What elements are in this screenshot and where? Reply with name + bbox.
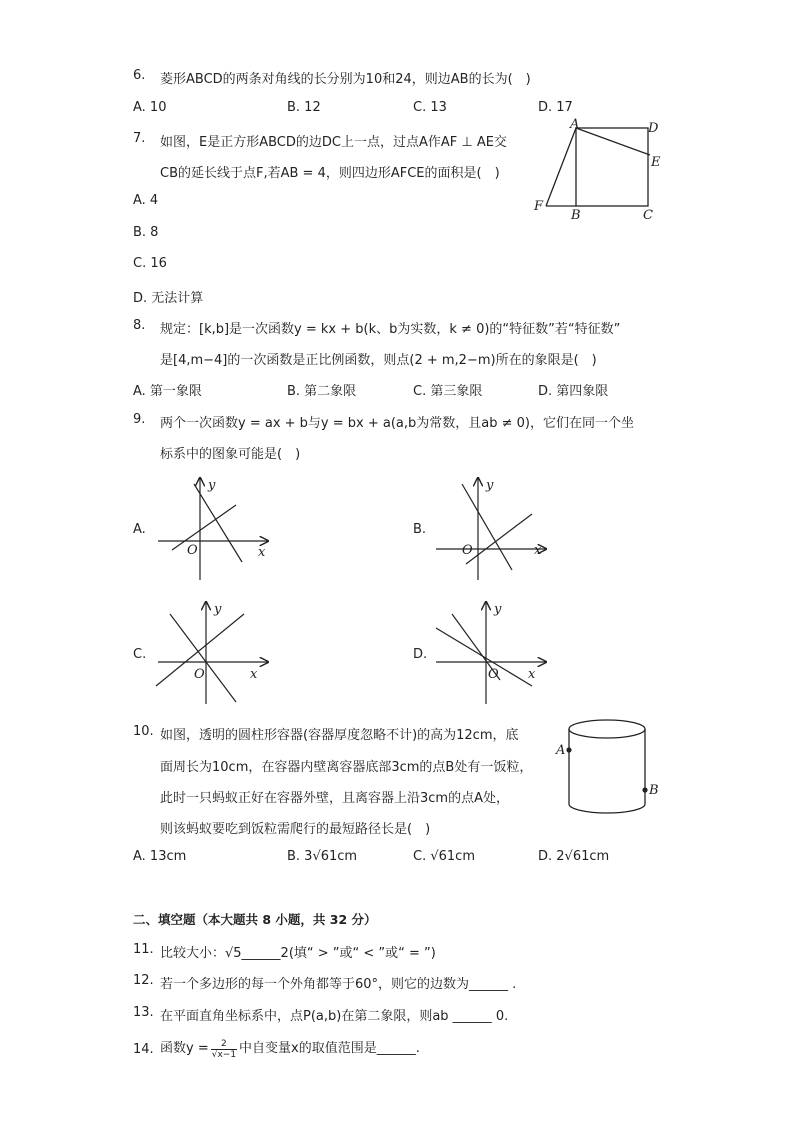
q11-text: 比较大小：√5______2(填“ > ”或“ < ”或“ = ”) (160, 946, 436, 961)
q8-option-c[interactable]: C. 第三象限 (413, 384, 483, 399)
q9-option-d[interactable]: D. (413, 647, 428, 662)
q14-number: 14. (133, 1042, 154, 1057)
q7-number: 7. (133, 131, 146, 146)
q9-graph-b[interactable] (428, 474, 558, 586)
q7-stem-line1: 如图，E是正方形ABCD的边DC上一点，过点A作AF ⊥ AE交 (160, 135, 507, 150)
q7-option-c[interactable]: C. 16 (133, 256, 167, 271)
q6-stem: 菱形ABCD的两条对角线的长分别为10和24，则边AB的长为( ) (160, 72, 531, 87)
x-label: x (250, 667, 258, 682)
q9-graph-c[interactable] (150, 598, 280, 710)
q9-stem-line2: 标系中的图象可能是( ) (160, 447, 301, 462)
y-label: y (494, 602, 502, 617)
y-label: y (208, 478, 216, 493)
cylinder-bottom (569, 804, 645, 813)
point-b (642, 787, 647, 792)
line-2 (170, 614, 236, 702)
q10-number: 10. (133, 724, 154, 739)
q12-text: 若一个多边形的每一个外角都等于60°，则它的边数为______ . (160, 977, 517, 992)
q6-option-b[interactable]: B. 12 (287, 100, 321, 115)
q12-number: 12. (133, 973, 154, 988)
q14-numerator: 2 (221, 1038, 227, 1049)
q6-number: 6. (133, 68, 146, 83)
q10-stem-line4: 则该蚂蚁要吃到饭粒需爬行的最短路径长是( ) (160, 822, 431, 837)
q7-option-b[interactable]: B. 8 (133, 225, 159, 240)
q10-cylinder-figure (552, 712, 664, 822)
label-c: C (643, 208, 653, 223)
label-a: A (556, 743, 566, 758)
square-abcd (576, 128, 648, 206)
origin-label: O (187, 543, 198, 558)
q9-number: 9. (133, 412, 146, 427)
q8-option-a[interactable]: A. 第一象限 (133, 384, 202, 399)
segment-af (546, 128, 576, 206)
q9-option-a[interactable]: A. (133, 522, 146, 537)
q8-stem-line1: 规定：[k,b]是一次函数y = kx + b(k、b为实数，k ≠ 0)的“特征数”若“特征数” (160, 322, 621, 337)
label-e: E (651, 155, 661, 170)
q10-stem-line2: 面周长为10cm，在容器内壁离容器底部3cm的点B处有一饭粒， (160, 760, 533, 775)
q7-stem-line2: CB的延长线于点F,若AB = 4，则四边形AFCE的面积是( ) (160, 166, 500, 181)
q14-prefix: 函数y = (160, 1041, 209, 1056)
q11-number: 11. (133, 942, 154, 957)
y-label: y (486, 478, 494, 493)
label-a: A (570, 118, 580, 132)
line-1 (172, 505, 236, 550)
point-a (566, 747, 571, 752)
label-d: D (648, 121, 659, 136)
q9-stem-line1: 两个一次函数y = ax + b与y = bx + a(a,b为常数，且ab ≠ 0)，它们在同一个坐 (160, 416, 634, 431)
q7-option-d[interactable]: D. 无法计算 (133, 291, 204, 306)
origin-label: O (462, 543, 473, 558)
q14-suffix: 中自变量x的取值范围是______. (239, 1041, 420, 1056)
q10-stem-line3: 此时一只蚂蚁正好在容器外壁，且离容器上沿3cm的点A处， (160, 791, 509, 806)
line-2 (194, 484, 242, 562)
q14-denominator: √x−1 (211, 1049, 237, 1060)
q10-option-b[interactable]: B. 3√61cm (287, 849, 358, 864)
q6-option-d[interactable]: D. 17 (538, 100, 573, 115)
q9-graph-a[interactable] (150, 474, 280, 586)
q14-text (160, 1034, 420, 1064)
cylinder-top (569, 720, 645, 738)
q9-option-c[interactable]: C. (133, 647, 147, 662)
line-2 (466, 514, 532, 564)
q8-number: 8. (133, 318, 146, 333)
y-label: y (214, 602, 222, 617)
q14-fraction (211, 1039, 237, 1060)
label-b: B (649, 783, 659, 798)
q13-text: 在平面直角坐标系中，点P(a,b)在第二象限，则ab ______ 0. (160, 1009, 509, 1024)
q10-option-d[interactable]: D. 2√61cm (538, 849, 610, 864)
section-title: 二、填空题（本大题共 8 小题，共 32 分） (133, 912, 377, 927)
q6-option-a[interactable]: A. 10 (133, 100, 167, 115)
x-label: x (534, 543, 542, 558)
x-label: x (258, 545, 266, 560)
origin-label: O (488, 667, 499, 682)
label-b: B (571, 208, 581, 223)
q13-number: 13. (133, 1005, 154, 1020)
q8-option-b[interactable]: B. 第二象限 (287, 384, 357, 399)
q10-option-c[interactable]: C. √61cm (413, 849, 475, 864)
q7-option-a[interactable]: A. 4 (133, 193, 159, 208)
q9-option-b[interactable]: B. (413, 522, 427, 537)
q6-option-c[interactable]: C. 13 (413, 100, 447, 115)
x-label: x (528, 667, 536, 682)
q8-option-d[interactable]: D. 第四象限 (538, 384, 609, 399)
q8-stem-line2: 是[4,m−4]的一次函数是正比例函数，则点(2 + m,2−m)所在的象限是( ) (160, 353, 597, 368)
q9-graph-d[interactable] (428, 598, 558, 710)
q10-option-a[interactable]: A. 13cm (133, 849, 187, 864)
origin-label: O (194, 667, 205, 682)
label-f: F (534, 199, 544, 214)
q10-stem-line1: 如图，透明的圆柱形容器(容器厚度忽略不计)的高为12cm，底 (160, 728, 519, 743)
segment-ae (576, 128, 650, 155)
q7-square-figure (530, 118, 670, 224)
